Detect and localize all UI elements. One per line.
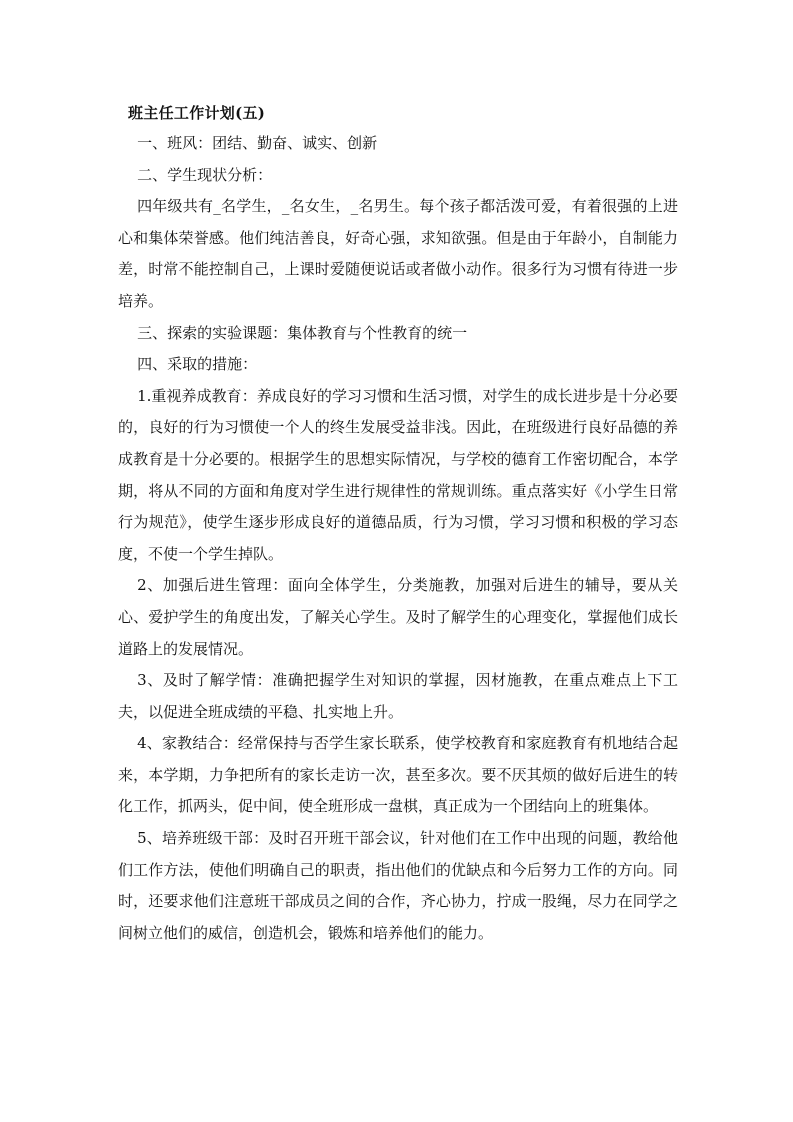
measure-1-paragraph: 1.重视养成教育：养成良好的学习习惯和生活习惯，对学生的成长进步是十分必要的，良好的行为习惯使一个人的终生发展受益非浅。因此，在班级进行良好品德的养成教育是十分必要的。根据学生的思想实际情况，与学校的德育工作密切配合，本学期，将从不同的方面和角度对学生进行规律性的常规训练。重点落实好《小学生日常行为规范》，使学生逐步形成良好的道德品质，行为习惯，学习习惯和积极的学习态度，不使一个学生掉队。 bbox=[118, 386, 678, 563]
class-style-line: 一、班风：团结、勤奋、诚实、创新 bbox=[137, 134, 378, 152]
student-status-paragraph: 四年级共有_名学生，_名女生，_名男生。每个孩子都活泼可爱，有着很强的上进心和集体荣誉感。他们纯洁善良，好奇心强，求知欲强。但是由于年龄小，自制能力差，时常不能控制自己，上课时爱随便说话或者做小动作。很多行为习惯有待进一步培养。 bbox=[118, 197, 678, 310]
measure-3-paragraph: 3、及时了解学情：准确把握学生对知识的掌握，因材施教，在重点难点上下工夫，以促进全班成绩的平稳、扎实地上升。 bbox=[118, 671, 678, 721]
document-title: 班主任工作计划(五) bbox=[128, 104, 266, 122]
experiment-topic-line: 三、探索的实验课题：集体教育与个性教育的统一 bbox=[137, 323, 468, 342]
measure-4-paragraph: 4、家教结合：经常保持与否学生家长联系，使学校教育和家庭教育有机地结合起来，本学期，力争把所有的家长走访一次，甚至多次。要不厌其烦的做好后进生的转化工作，抓两头，促中间，使全班形成一盘棋，真正成为一个团结向上的班集体。 bbox=[118, 734, 678, 816]
document-content bbox=[118, 98, 678, 949]
measures-heading: 四、采取的措施： bbox=[137, 355, 258, 374]
measure-2-paragraph: 2、加强后进生管理：面向全体学生，分类施教，加强对后进生的辅导，要从关心、爱护学生的角度出发，了解关心学生。及时了解学生的心理变化，掌握他们成长道路上的发展情况。 bbox=[118, 576, 678, 658]
student-status-heading: 二、学生现状分析： bbox=[137, 165, 273, 184]
measure-5-paragraph: 5、培养班级干部：及时召开班干部会议，针对他们在工作中出现的问题，教给他们工作方法，使他们明确自己的职责，指出他们的优缺点和今后努力工作的方向。同时，还要求他们注意班干部成员之间的合作，齐心协力，拧成一股绳，尽力在同学之间树立他们的威信，创造机会，锻炼和培养他们的能力。 bbox=[118, 829, 678, 942]
